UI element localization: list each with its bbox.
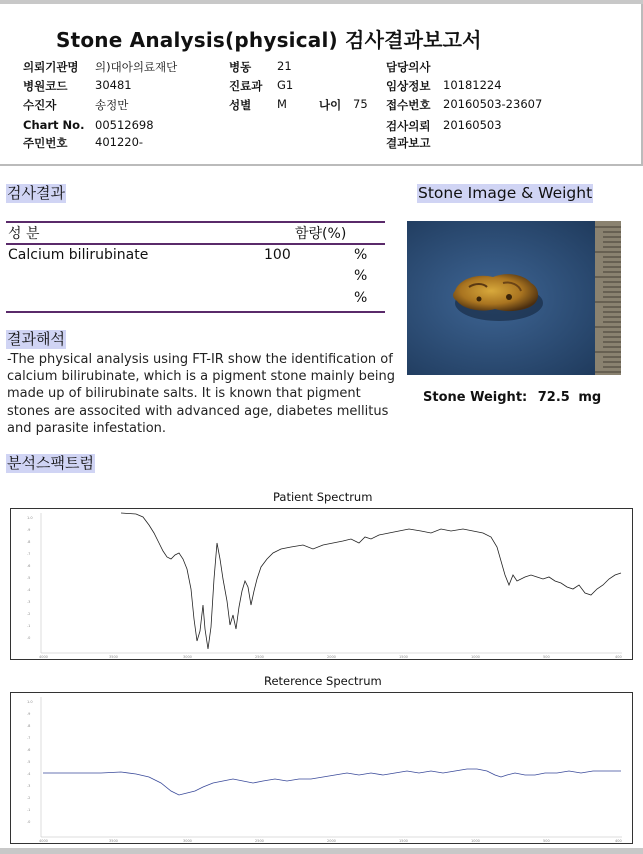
sex-value: M — [277, 97, 287, 111]
clinical-info-value: 10181224 — [443, 78, 502, 92]
report-title: Stone Analysis(physical) 검사결과보고서 — [56, 28, 482, 52]
svg-text:.8: .8 — [27, 724, 31, 728]
spectrum-section-title: 분석스팩트럼 — [7, 454, 94, 472]
doctor-label: 담당의사 — [386, 60, 431, 74]
svg-text:3500: 3500 — [109, 839, 118, 843]
hospital-code-label: 병원코드 — [23, 79, 68, 93]
svg-text:1500: 1500 — [399, 839, 408, 843]
svg-text:.9: .9 — [27, 528, 31, 532]
request-date-label: 검사의뢰 — [386, 119, 431, 133]
svg-text:3000: 3000 — [183, 839, 192, 843]
svg-text:2500: 2500 — [255, 655, 264, 659]
report-date-label: 결과보고 — [386, 136, 431, 150]
ward-label: 병동 — [229, 60, 252, 74]
svg-text:.9: .9 — [27, 712, 31, 716]
hospital-code-value: 30481 — [95, 78, 132, 92]
stone-section-title: Stone Image & Weight — [418, 184, 593, 202]
svg-text:500: 500 — [543, 839, 550, 843]
bottom-border — [0, 848, 643, 854]
chart-no-label: Chart No. — [23, 118, 85, 132]
svg-text:.0: .0 — [27, 820, 31, 824]
svg-text:.4: .4 — [27, 772, 31, 776]
svg-text:.5: .5 — [27, 760, 31, 764]
svg-text:1.0: 1.0 — [27, 516, 33, 520]
svg-text:4000: 4000 — [39, 839, 48, 843]
svg-text:2000: 2000 — [327, 655, 336, 659]
svg-text:400: 400 — [615, 839, 622, 843]
request-date-value: 20160503 — [443, 118, 502, 132]
svg-text:1000: 1000 — [471, 655, 480, 659]
component-cell: Calcium bilirubinate — [8, 247, 149, 263]
svg-text:.2: .2 — [27, 612, 31, 616]
clinical-info-label: 임상정보 — [386, 79, 431, 93]
unit-cell: % — [354, 268, 368, 284]
svg-text:4000: 4000 — [39, 655, 48, 659]
receipt-no-label: 접수번호 — [386, 98, 431, 112]
component-column-header: 성 분 — [8, 226, 40, 242]
sex-label: 성별 — [229, 98, 252, 112]
unit-cell: % — [354, 247, 368, 263]
svg-text:1.0: 1.0 — [27, 700, 33, 704]
ward-value: 21 — [277, 59, 292, 73]
svg-text:.7: .7 — [27, 552, 31, 556]
age-value: 75 — [353, 97, 368, 111]
svg-text:400: 400 — [615, 655, 622, 659]
svg-text:1500: 1500 — [399, 655, 408, 659]
receipt-no-value: 20160503-23607 — [443, 97, 543, 111]
results-header-rule — [6, 243, 385, 245]
chart-no-value: 00512698 — [95, 118, 154, 132]
patient-spectrum-title: Patient Spectrum — [273, 490, 373, 504]
svg-text:2000: 2000 — [327, 839, 336, 843]
svg-text:.1: .1 — [27, 624, 31, 628]
svg-text:.3: .3 — [27, 600, 31, 604]
svg-text:.6: .6 — [27, 564, 31, 568]
content-column-header: 함량(%) — [295, 226, 347, 242]
svg-text:.4: .4 — [27, 588, 31, 592]
results-section-title: 검사결과 — [7, 184, 65, 202]
svg-text:.6: .6 — [27, 748, 31, 752]
resident-no-value: 401220- — [95, 135, 144, 149]
stone-weight — [423, 390, 601, 405]
svg-text:.8: .8 — [27, 540, 31, 544]
report-header — [0, 4, 643, 166]
svg-text:3500: 3500 — [109, 655, 118, 659]
svg-text:.0: .0 — [27, 636, 31, 640]
reference-spectrum-plot — [10, 692, 633, 844]
svg-text:.1: .1 — [27, 808, 31, 812]
results-bottom-rule — [6, 311, 385, 313]
svg-text:1000: 1000 — [471, 839, 480, 843]
stone-weight-unit: mg — [578, 390, 602, 405]
patient-value: 송정만 — [95, 98, 129, 112]
institution-value: 의)대아의료재단 — [95, 60, 178, 74]
institution-label: 의뢰기관명 — [23, 60, 79, 74]
dept-value: G1 — [277, 78, 294, 92]
resident-no-label: 주민번호 — [23, 136, 68, 150]
dept-label: 진료과 — [229, 79, 263, 93]
interpretation-text: -The physical analysis using FT-IR show the identification of calcium bilirubinate, which is a pigment stone mainly being made up of bilirubinate salts. It is known that pigment stones are associted with advanced age, diabetes mellitus and parasite infestation. — [7, 352, 395, 436]
svg-text:.7: .7 — [27, 736, 31, 740]
patient-label: 수진자 — [23, 98, 57, 112]
patient-spectrum-plot — [10, 508, 633, 660]
content-value-cell: 100 — [264, 247, 291, 263]
svg-text:.5: .5 — [27, 576, 31, 580]
svg-text:3000: 3000 — [183, 655, 192, 659]
reference-spectrum-title: Reterence Spectrum — [264, 674, 382, 688]
svg-text:2500: 2500 — [255, 839, 264, 843]
stone-weight-label: Stone Weight: — [423, 390, 528, 405]
svg-text:.2: .2 — [27, 796, 31, 800]
unit-cell: % — [354, 290, 368, 306]
interpretation-section-title: 결과해석 — [7, 330, 65, 348]
svg-text:500: 500 — [543, 655, 550, 659]
stone-photo — [407, 221, 621, 375]
age-label: 나이 — [319, 98, 342, 112]
svg-text:.3: .3 — [27, 784, 31, 788]
stone-weight-value: 72.5 — [537, 390, 570, 405]
